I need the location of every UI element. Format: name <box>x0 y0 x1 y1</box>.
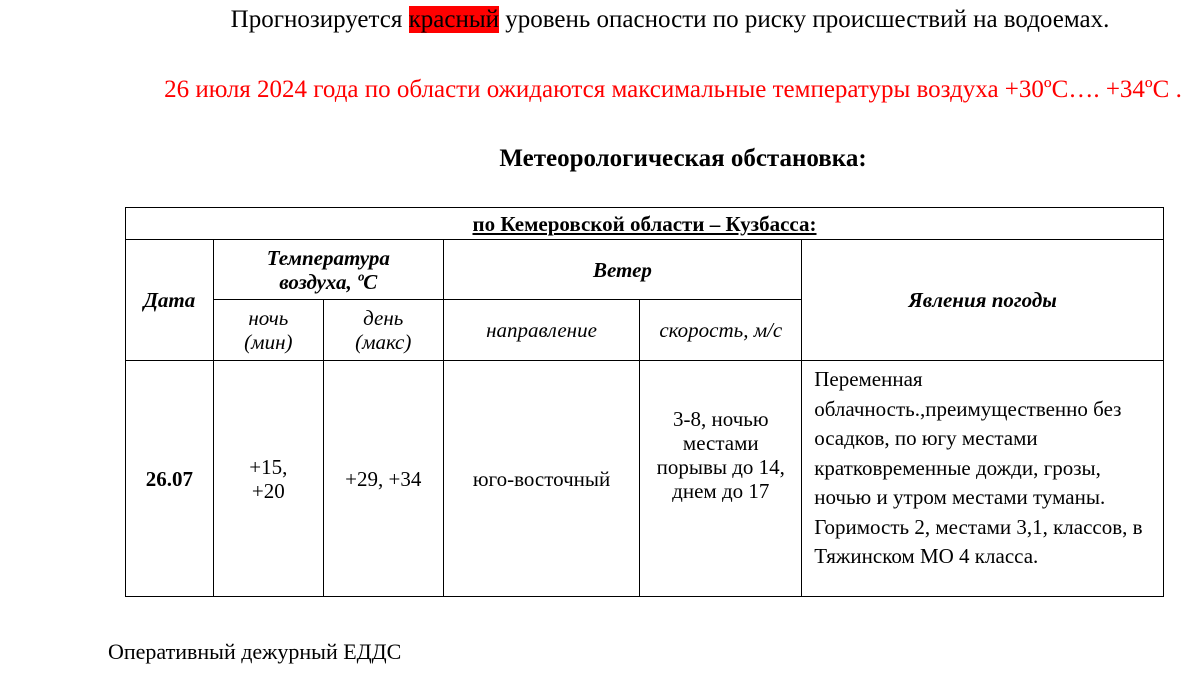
table-header-row <box>126 240 1164 300</box>
forecast-suffix: уровень опасности по риску происшествий на водоемах. <box>499 6 1110 33</box>
danger-level-highlight: красный <box>408 6 500 33</box>
temperature-header: Температура воздуха, ºС <box>213 240 443 300</box>
table-region-row <box>126 208 1164 240</box>
date-header: Дата <box>126 240 214 361</box>
duty-officer-signature: Оперативный дежурный ЕДДС <box>108 639 402 664</box>
row-date: 26.07 <box>126 361 214 597</box>
forecast-paragraph <box>150 4 1190 35</box>
row-phenomena: Переменная облачность.,преимущественно без осадков, по югу местами кратковременные дожди, грозы, ночью и утром местами туманы. Горимость 2, местами 3,1, классов, в Тяжинском МО 4 класса. <box>802 361 1164 597</box>
wind-header: Ветер <box>443 240 802 300</box>
phenomena-header: Явления погоды <box>802 240 1164 361</box>
row-day-temp: +29, +34 <box>323 361 443 597</box>
day-header: день (макс) <box>323 300 443 361</box>
weather-table <box>125 207 1164 597</box>
row-night-temp: +15, +20 <box>213 361 323 597</box>
table-row <box>126 361 1164 597</box>
night-header: ночь (мин) <box>213 300 323 361</box>
speed-header: скорость, м/с <box>640 300 802 361</box>
heat-warning: 26 июля 2024 года по области ожидаются максимальные температуры воздуха +30ºС…. +34ºС . <box>164 76 1182 103</box>
row-wind-speed: 3-8, ночью местами порывы до 14, днем до 17 <box>640 361 802 597</box>
meteo-title: Метеорологическая обстановка: <box>499 145 867 172</box>
direction-header: направление <box>443 300 640 361</box>
forecast-prefix: Прогнозируется <box>230 6 409 33</box>
region-header: по Кемеровской области – Кузбасса: <box>126 208 1164 240</box>
row-wind-direction: юго-восточный <box>443 361 640 597</box>
